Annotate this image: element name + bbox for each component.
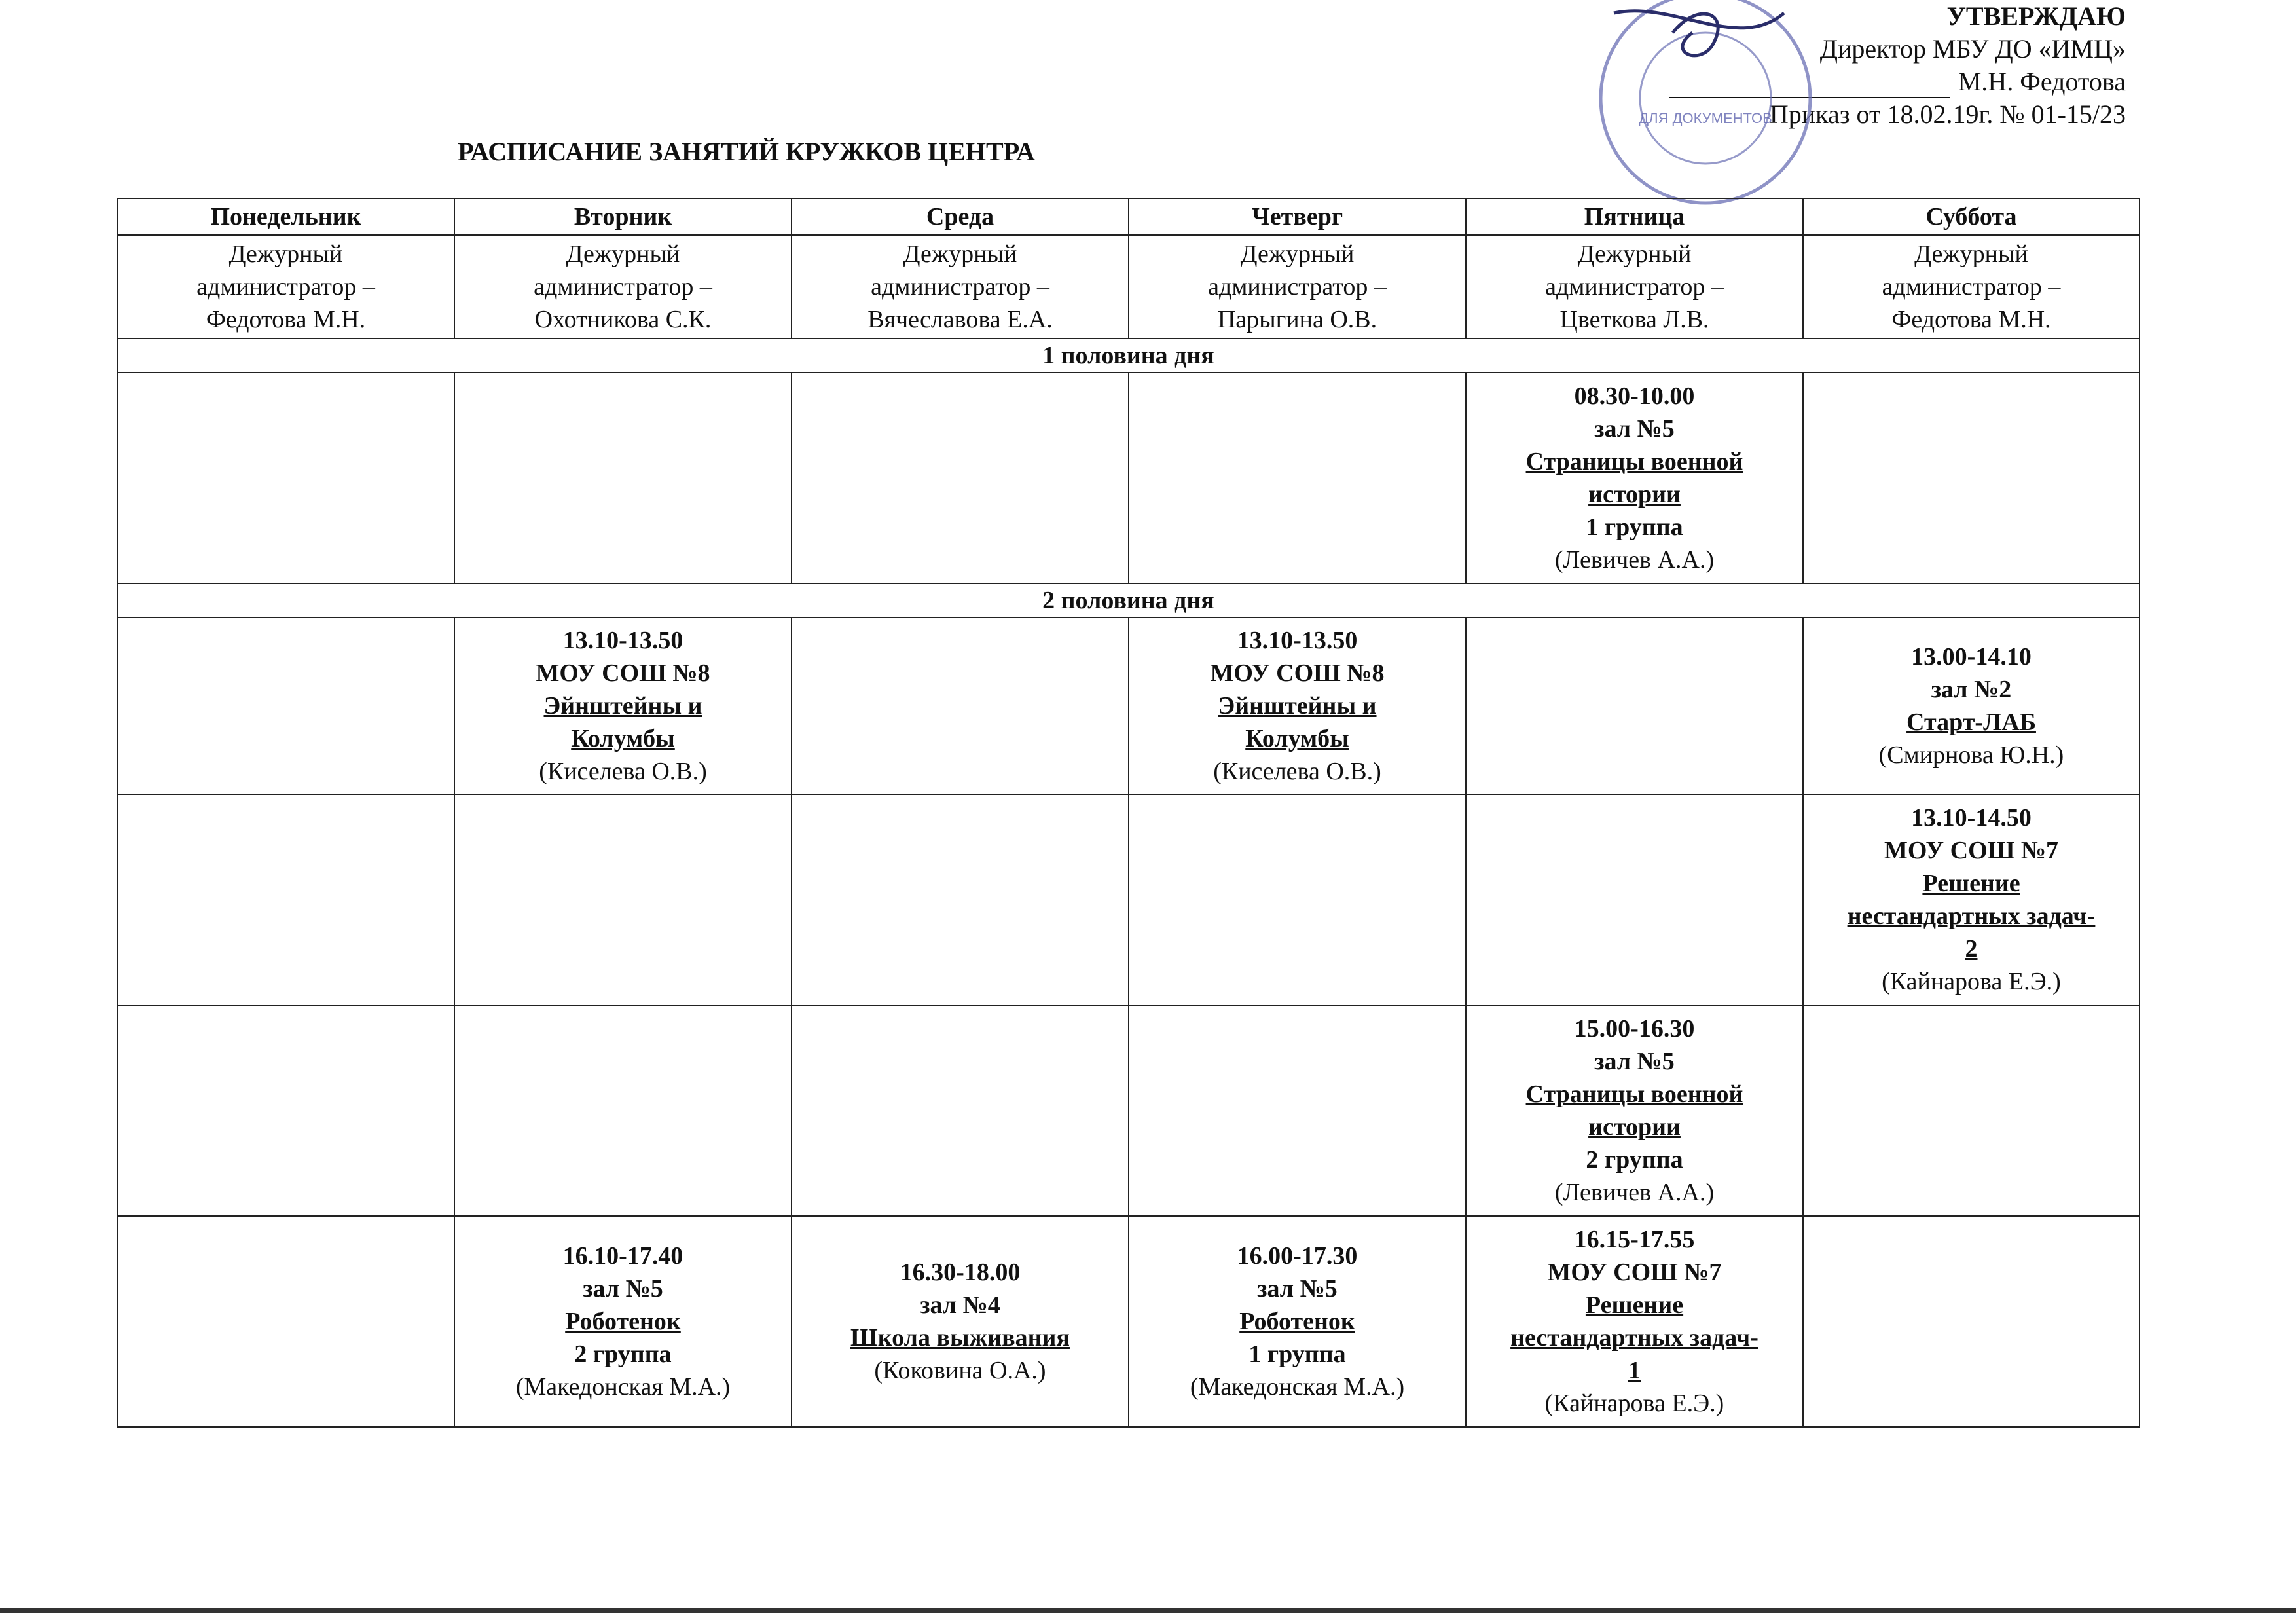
scan-edge-divider (0, 1608, 2296, 1613)
class-cell: 08.30-10.00 зал №5 Страницы военной истории 1 группа (Левичев А.А.) (1466, 373, 1803, 583)
admin-cell: Дежурный администратор – Цветкова Л.В. (1466, 235, 1803, 339)
admin-cell: Дежурный администратор – Федотова М.Н. (117, 235, 454, 339)
class-cell: 16.10-17.40 зал №5 Роботенок 2 группа (Македонская М.А.) (454, 1216, 792, 1427)
empty-cell (1129, 373, 1466, 583)
half-day-row (117, 583, 2140, 618)
admin-cell: Дежурный администратор – Вячеславова Е.А. (792, 235, 1129, 339)
class-cell: 16.00-17.30 зал №5 Роботенок 1 группа (Македонская М.А.) (1129, 1216, 1466, 1427)
class-cell: 15.00-16.30 зал №5 Страницы военной истории 2 группа (Левичев А.А.) (1466, 1005, 1803, 1216)
class-cell: 13.00-14.10 зал №2 Старт-ЛАБ (Смирнова Ю.Н.) (1803, 618, 2140, 794)
half-day-row (117, 339, 2140, 373)
empty-cell (454, 373, 792, 583)
empty-cell (1466, 794, 1803, 1005)
director-name: М.Н. Федотова (1958, 67, 2126, 96)
schedule-row (117, 373, 2140, 583)
admin-cell: Дежурный администратор – Охотникова С.К. (454, 235, 792, 339)
empty-cell (1466, 618, 1803, 794)
empty-cell (1129, 794, 1466, 1005)
admin-cell: Дежурный администратор – Федотова М.Н. (1803, 235, 2140, 339)
day-header: Пятница (1466, 198, 1803, 235)
admin-row (117, 235, 2140, 339)
empty-cell (117, 1005, 454, 1216)
empty-cell (1803, 1005, 2140, 1216)
approval-position: Директор МБУ ДО «ИМЦ» (1819, 34, 2126, 64)
empty-cell (792, 618, 1129, 794)
empty-cell (117, 794, 454, 1005)
empty-cell (792, 373, 1129, 583)
schedule-row (117, 1005, 2140, 1216)
day-header: Четверг (1129, 198, 1466, 235)
class-cell: 13.10-14.50 МОУ СОШ №7 Решение нестандартных задач- 2 (Кайнарова Е.Э.) (1803, 794, 2140, 1005)
schedule-table (117, 198, 2140, 1428)
day-header: Среда (792, 198, 1129, 235)
order-number: Приказ от 18.02.19г. № 01-15/23 (1769, 100, 2126, 129)
class-cell: 16.30-18.00 зал №4 Школа выживания (Коковина О.А.) (792, 1216, 1129, 1427)
day-header: Понедельник (117, 198, 454, 235)
empty-cell (117, 618, 454, 794)
approval-heading: УТВЕРЖДАЮ (1946, 1, 2126, 31)
empty-cell (792, 794, 1129, 1005)
page-title: РАСПИСАНИЕ ЗАНЯТИЙ КРУЖКОВ ЦЕНТРА (458, 137, 1035, 166)
day-header: Суббота (1803, 198, 2140, 235)
empty-cell (1803, 373, 2140, 583)
empty-cell (117, 373, 454, 583)
schedule-row (117, 618, 2140, 794)
half-day-label: 2 половина дня (117, 583, 2140, 618)
admin-cell: Дежурный администратор – Парыгина О.В. (1129, 235, 1466, 339)
schedule-row (117, 794, 2140, 1005)
schedule-row (117, 1216, 2140, 1427)
days-header-row (117, 198, 2140, 235)
class-cell: 13.10-13.50 МОУ СОШ №8 Эйнштейны и Колумбы (Киселева О.В.) (1129, 618, 1466, 794)
class-cell: 16.15-17.55 МОУ СОШ №7 Решение нестандартных задач- 1 (Кайнарова Е.Э.) (1466, 1216, 1803, 1427)
empty-cell (1129, 1005, 1466, 1216)
round-stamp-icon (1568, 0, 1843, 210)
half-day-label: 1 половина дня (117, 339, 2140, 373)
stamp-text: ДЛЯ ДОКУМЕНТОВ (1639, 110, 1772, 126)
day-header: Вторник (454, 198, 792, 235)
empty-cell (1803, 1216, 2140, 1427)
empty-cell (454, 1005, 792, 1216)
empty-cell (792, 1005, 1129, 1216)
empty-cell (117, 1216, 454, 1427)
empty-cell (454, 794, 792, 1005)
class-cell: 13.10-13.50 МОУ СОШ №8 Эйнштейны и Колумбы (Киселева О.В.) (454, 618, 792, 794)
